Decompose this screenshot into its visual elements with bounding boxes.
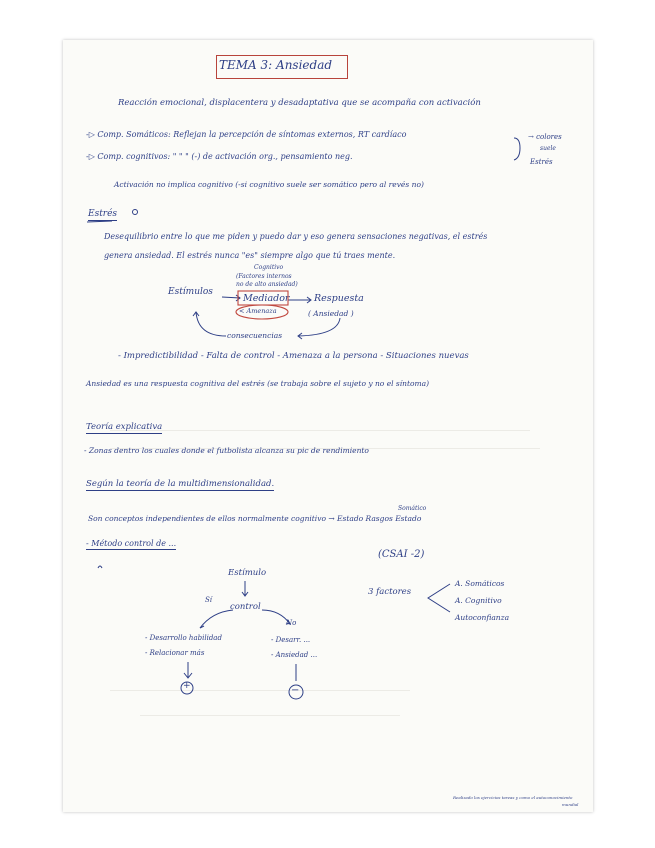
arrow-respuesta-consecuencias <box>298 318 340 336</box>
somatico-superscript: Somático <box>398 505 427 512</box>
no-label: No <box>286 619 297 627</box>
estres-paragraph-2: genera ansiedad. El estrés nunca "es" siempre algo que tú traes mente. <box>104 251 396 260</box>
somatic-components-text: -▷ Comp. Somáticos: Reflejan la percepción de síntomas externos, RT cardíaco <box>86 130 407 139</box>
ansiedad-paren: ( Ansiedad ) <box>308 309 354 318</box>
estres-paragraph-1: Desequilibrio entre lo que me piden y puedo dar y eso genera sensaciones negativas, el estrés <box>104 232 488 241</box>
desarr-item: - Desarr. ... <box>271 636 311 644</box>
factores-note-1: (Factores internos <box>236 273 292 280</box>
positive-outcome: + <box>183 681 191 691</box>
cognitive-components-text: -▷ Comp. cognitivos: " " " (-) de activación org., pensamiento neg. <box>86 152 353 161</box>
conceptos-text: Son conceptos independientes de ellos normalmente cognitivo → Estado Rasgos Estado <box>88 514 422 523</box>
negative-outcome: − <box>291 685 300 696</box>
mediador-highlight-box <box>238 291 288 305</box>
cognitivo-label: Cognitivo <box>254 264 284 271</box>
side-note-estres: Estrés <box>530 158 553 166</box>
factor-somaticos: A. Somáticos <box>455 579 505 588</box>
consecuencias-node: consecuencias <box>227 331 283 340</box>
tres-factores-label: 3 factores <box>368 587 412 597</box>
control-node: control <box>230 602 261 612</box>
zonas-text: - Zonas dentro los cuales donde el futbolista alcanza su pic de rendimiento <box>84 446 369 455</box>
activation-note: Activación no implica cognitivo (-si cognitivo suele ser somático pero al revés no) <box>114 180 424 189</box>
factor-autoconfianza: Autoconfianza <box>455 613 510 622</box>
tree-branch-si <box>200 610 233 628</box>
anxiety-response-text: Ansiedad es una respuesta cognitiva del estrés (se trabaja sobre el sujeto y no el síntoma) <box>86 379 430 388</box>
estres-mark <box>133 210 138 215</box>
relacionar-item: - Relacionar más <box>145 649 205 657</box>
amenaza-highlight <box>236 305 288 319</box>
definition-text: Reacción emocional, displacentera y desadaptativa que se acompaña con activación <box>118 98 481 108</box>
respuesta-node: Respuesta <box>314 293 364 304</box>
desarrollo-item: - Desarrollo habilidad <box>145 634 222 642</box>
teoria-heading: Teoría explicativa <box>86 422 163 432</box>
ansiedad-item: - Ansiedad ... <box>271 651 318 659</box>
arrow-estimulos-mediador <box>222 297 240 298</box>
arrow-consecuencias-estimulos <box>196 312 226 336</box>
estimulo-node: Estímulo <box>228 568 267 578</box>
stress-factors-line: - Impredictibilidad - Falta de control - Amenaza a la persona - Situaciones nuevas <box>118 351 469 361</box>
estres-heading: Estrés <box>88 209 118 219</box>
positive-circle <box>181 682 193 694</box>
estimulos-node: Estímulos <box>168 287 213 297</box>
negative-circle <box>289 685 303 699</box>
si-label: Sí <box>205 596 213 604</box>
mediador-node: Mediador <box>243 293 290 304</box>
tree-branch-no <box>262 610 290 624</box>
side-bracket <box>514 138 520 160</box>
page-title: TEMA 3: Ansiedad <box>219 58 333 72</box>
amenaza-note: < Amenaza <box>239 307 277 315</box>
factores-note-2: no de alto ansiedad) <box>236 281 298 288</box>
factores-bracket <box>428 584 450 612</box>
multidimensional-heading: Según la teoría de la multidimensionalidad. <box>86 479 275 489</box>
footer-note-2: mundial <box>562 802 579 807</box>
metodo-heading: - Método control de ... <box>86 539 177 548</box>
side-note-suele: suele <box>540 145 556 152</box>
footer-note-1: Realizado los ejercicios tareas y como el autoconocimiento <box>453 795 573 800</box>
side-note-colores: → colores <box>528 133 562 141</box>
factor-cognitivo: A. Cognitivo <box>455 596 502 605</box>
csai-label: (CSAI -2) <box>378 549 425 560</box>
